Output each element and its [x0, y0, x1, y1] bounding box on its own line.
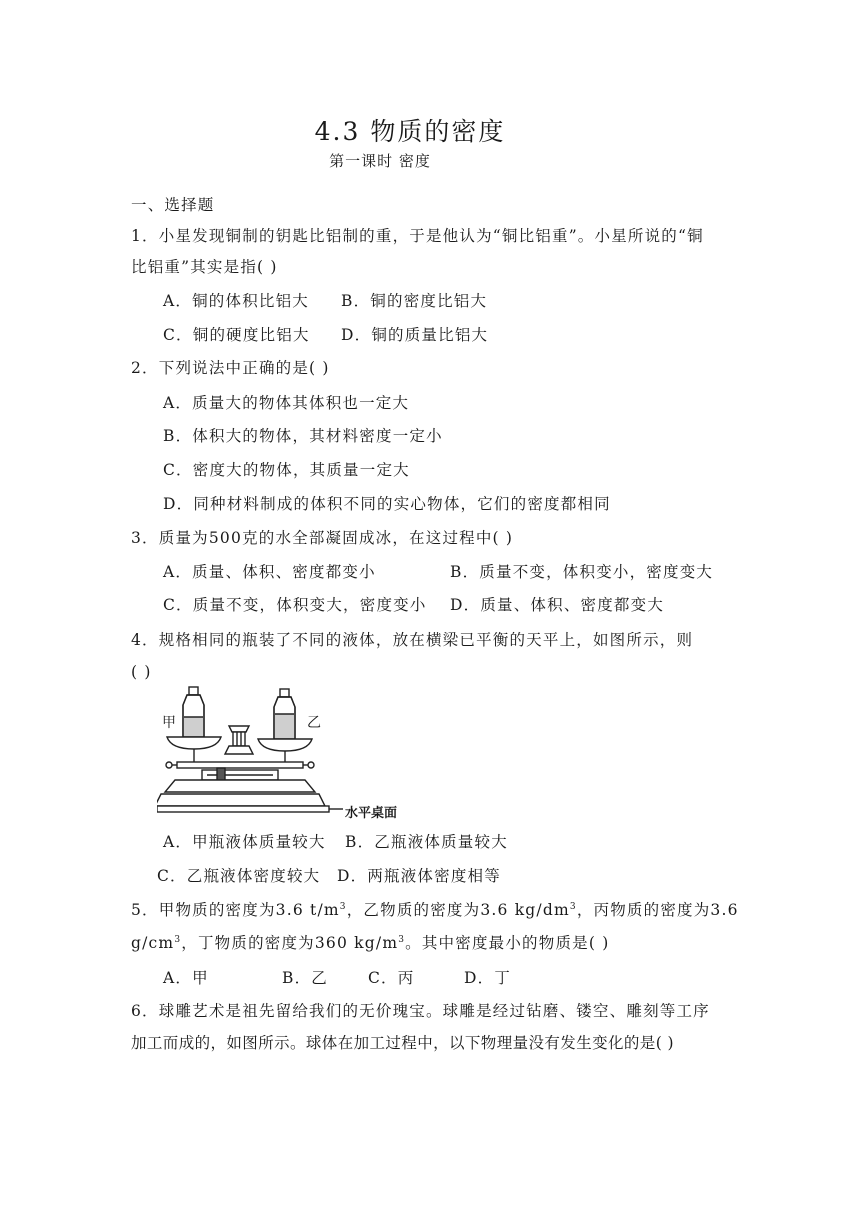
q4-stem-line1: 4．规格相同的瓶装了不同的液体，放在横梁已平衡的天平上，如图所示，则: [131, 631, 694, 649]
q2-option-b: B．体积大的物体，其材料密度一定小: [163, 427, 443, 445]
q5-option-d: D．丁: [464, 969, 512, 987]
q4-option-b: B．乙瓶液体质量较大: [345, 833, 508, 851]
q1-option-c: C．铜的硬度比铝大: [163, 326, 310, 344]
q5-stem-line2: [131, 932, 609, 954]
q5-sup-3: 3: [174, 934, 182, 945]
q3-option-c: C．质量不变，体积变大，密度变小: [163, 596, 427, 614]
fig-label-table: 水平桌面: [345, 806, 398, 821]
q1-option-d: D．铜的质量比铝大: [341, 326, 489, 344]
q3-option-a: A．质量、体积、密度都变小: [163, 563, 376, 581]
q6-stem-line1: 6．球雕艺术是祖先留给我们的无价瑰宝。球雕是经过钻磨、镂空、雕刻等工序: [131, 1002, 710, 1020]
q1-option-a: A．铜的体积比铝大: [163, 292, 309, 310]
q2-option-d: D．同种材料制成的体积不同的实心物体，它们的密度都相同: [163, 495, 611, 513]
q5-option-b: B．乙: [282, 969, 328, 987]
q1-option-b: B．铜的密度比铝大: [341, 292, 488, 310]
q4-option-d: D．两瓶液体密度相等: [337, 867, 501, 885]
q2-option-c: C．密度大的物体，其质量一定大: [163, 461, 410, 479]
fig-label-jia: 甲: [162, 715, 176, 731]
balance-scale-figure: [157, 684, 407, 819]
left-bottle-icon: [183, 687, 204, 737]
q5-option-c: C．丙: [368, 969, 415, 987]
right-bottle-icon: [274, 689, 295, 739]
fig-label-yi: 乙: [307, 715, 321, 731]
q5-sup-4: 3: [398, 934, 406, 945]
q5-sup-2: 3: [569, 901, 577, 912]
q4-option-a: A．甲瓶液体质量较大: [163, 833, 326, 851]
q5-text-5: ，丁物质的密度为360 kg/m: [181, 934, 399, 952]
q3-option-d: D．质量、体积、密度都变大: [450, 596, 665, 614]
page-subtitle: 第一课时 密度: [329, 152, 431, 170]
q6-stem-line2: 加工而成的，如图所示。球体在加工过程中，以下物理量没有发生变化的是( ): [131, 1034, 674, 1052]
q5-text-3: ，丙物质的密度为3.6: [576, 901, 739, 919]
q1-stem-line2: 比铝重”其实是指( ): [131, 258, 278, 276]
q5-option-a: A．甲: [163, 969, 209, 987]
q5-text-6: 。其中密度最小的物质是( ): [405, 934, 610, 952]
q1-stem-line1: 1．小星发现铜制的钥匙比铝制的重，于是他认为“铜比铝重”。小星所说的“铜: [131, 227, 704, 245]
q4-option-c: C．乙瓶液体密度较大: [157, 867, 321, 885]
q5-text-2: ，乙物质的密度为3.6 kg/dm: [346, 901, 570, 919]
q3-option-b: B．质量不变，体积变小，密度变大: [450, 563, 714, 581]
q2-option-a: A．质量大的物体其体积也一定大: [163, 394, 410, 412]
page-title: 4.3 物质的密度: [314, 117, 506, 146]
q2-stem: 2．下列说法中正确的是( ): [131, 359, 330, 377]
q3-stem: 3．质量为500克的水全部凝固成冰，在这过程中( ): [131, 529, 514, 547]
q5-text-1: 5．甲物质的密度为3.6 t/m: [131, 901, 340, 919]
q5-text-4: g/cm: [131, 934, 175, 952]
q5-sup-1: 3: [339, 901, 347, 912]
q5-stem-line1: [131, 899, 739, 921]
section-heading: 一、选择题: [131, 196, 215, 214]
q4-stem-line2: ( ): [131, 663, 152, 681]
